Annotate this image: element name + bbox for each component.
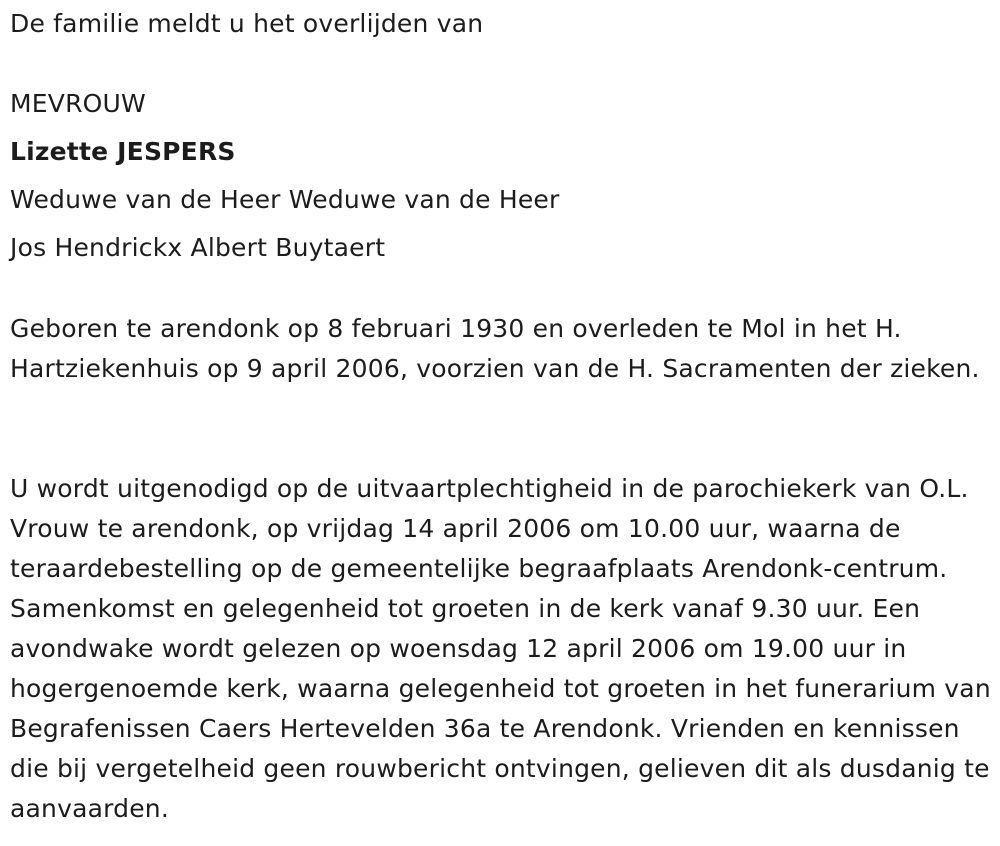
husbands-line: Jos Hendrickx Albert Buytaert [10, 233, 386, 262]
intro-text: De familie meldt u het overlijden van [10, 9, 484, 38]
salutation: MEVROUW [10, 89, 146, 118]
widow-line: Weduwe van de Heer Weduwe van de Heer [10, 185, 560, 214]
birth-death-paragraph: Geboren te arendonk op 8 februari 1930 en overleden te Mol in het H. Hartziekenhuis op 9 april 2006, voorzien van de H. Sacramenten der zieken. [10, 314, 980, 383]
funeral-paragraph: U wordt uitgenodigd op de uitvaartplechtigheid in de parochiekerk van O.L. Vrouw te arendonk, op vrijdag 14 april 2006 om 10.00 uur, waarna de teraardebestelling op de gemeentelijke begraafplaats Arendonk-centrum. Samenkomst en gelegenheid tot groeten in de kerk vanaf 9.30 uur. Een avondwake wordt gelezen op woensdag 12 april 2006 om 19.00 uur in hogergenoemde kerk, waarna gelegenheid tot groeten in het funerarium van Begrafenissen Caers Hertevelden 36a te Arendonk. Vrienden en kennissen die bij vergetelheid geen rouwbericht ontvingen, gelieven dit als dusdanig te aanvaarden. [10, 474, 991, 823]
deceased-name: Lizette JESPERS [10, 137, 236, 166]
